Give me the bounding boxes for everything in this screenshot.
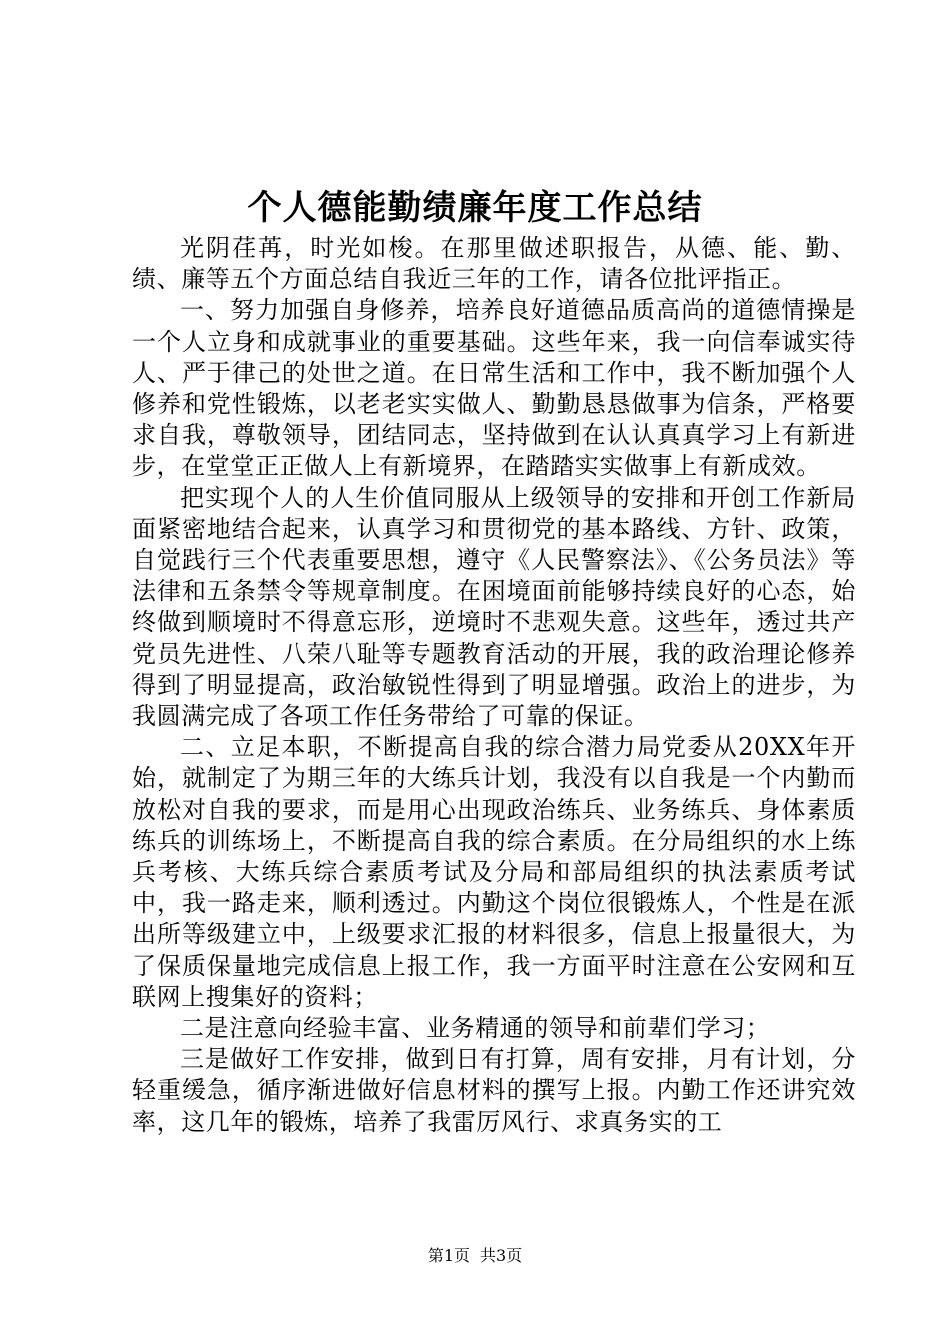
page-footer [0,1244,950,1268]
paragraph-point-two: 二是注意向经验丰富、业务精通的领导和前辈们学习； [180,1014,771,1043]
paragraph-intro: 光阴荏苒，时光如梭。在那里做述职报告，从德、能、勤、绩、廉等五个方面总结自我近三年的工作，请各位批评指正。 [132,234,856,294]
page-number: 第1页 [427,1246,470,1265]
document-title: 个人德能勤绩廉年度工作总结 [247,188,703,228]
page-total: 共3页 [480,1246,523,1265]
paragraph-section-two: 二、立足本职，不断提高自我的综合潜力局党委从20XX年开始，就制定了为期三年的大练兵计划，我没有以自我是一个内勤而放松对自我的要求，而是用心出现政治练兵、业务练兵、身体素质练兵的训练场上，不断提高自我的综合素质。在分局组织的水上练兵考核、大练兵综合素质考试及分局和部局组织的执法素质考试中，我一路走来，顺利透过。内勤这个岗位很锻炼人，个性是在派出所等级建立中，上级要求汇报的材料很多，信息上报量很大，为了保质保量地完成信息上报工作，我一方面平时注意在公安网和互联网上搜集好的资料； [132,733,856,1011]
paragraph-political-values: 把实现个人的人生价值同服从上级领导的安排和开创工作新局面紧密地结合起来，认真学习和贯彻党的基本路线、方针、政策，自觉践行三个代表重要思想，遵守《人民警察法》、《公务员法》等法律和五条禁令等规章制度。在困境面前能够持续良好的心态，始终做到顺境时不得意忘形，逆境时不悲观失意。这些年，透过共产党员先进性、八荣八耻等专题教育活动的开展，我的政治理论修养得到了明显提高，政治敏锐性得到了明显增强。政治上的进步，为我圆满完成了各项工作任务带给了可靠的保证。 [132,483,856,731]
paragraph-section-one: 一、努力加强自身修养，培养良好道德品质高尚的道德情操是一个人立身和成就事业的重要基础。这些年来，我一向信奉诚实待人、严于律己的处世之道。在日常生活和工作中，我不断加强个人修养和党性锻炼，以老老实实做人、勤勤恳恳做事为信条，严格要求自我，尊敬领导，团结同志，坚持做到在认认真真学习上有新进步，在堂堂正正做人上有新境界，在踏踏实实做事上有新成效。 [132,296,856,481]
paragraph-point-three: 三是做好工作安排，做到日有打算，周有安排，月有计划，分轻重缓急，循序渐进做好信息材料的撰写上报。内勤工作还讲究效率，这几年的锻炼，培养了我雷厉风行、求真务实的工 [132,1045,856,1136]
document-body [132,233,856,1138]
